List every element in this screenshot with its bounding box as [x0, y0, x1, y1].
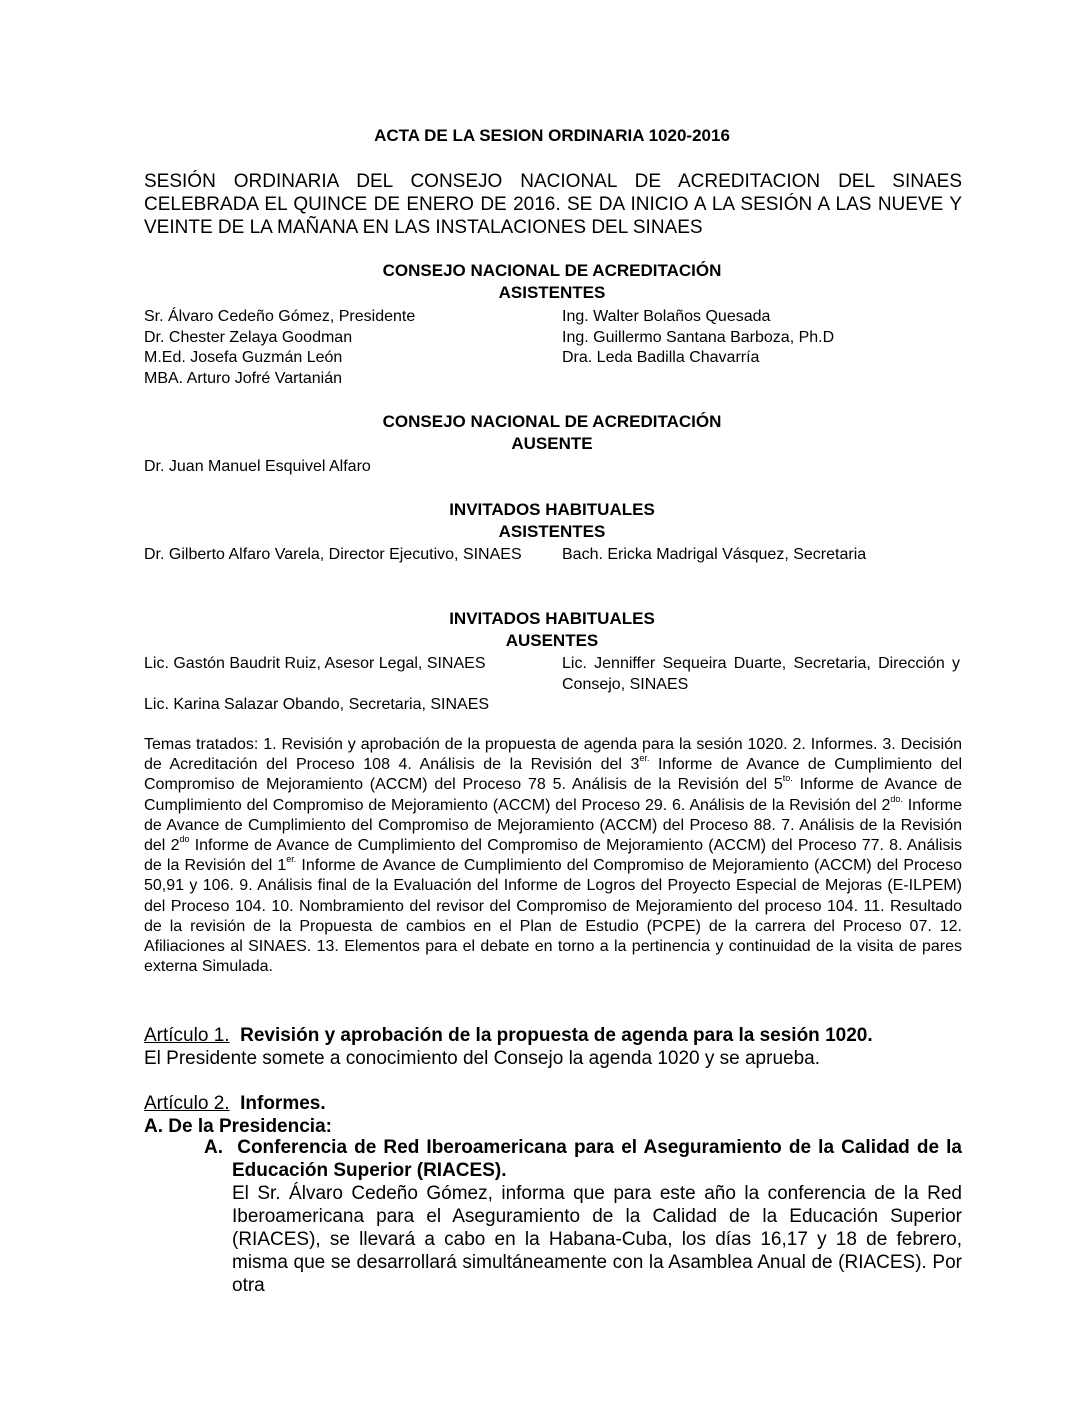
section-subheading: AUSENTE	[511, 434, 593, 453]
article-label: Artículo 2.	[144, 1093, 230, 1114]
consejo-ausente-heading	[144, 411, 960, 455]
articulo-2	[144, 1092, 962, 1138]
attendee: Sr. Álvaro Cedeño Gómez, Presidente	[144, 308, 416, 325]
invitados-asistentes-heading	[144, 499, 960, 543]
guest: Bach. Ericka Madrigal Vásquez, Secretaria	[562, 546, 867, 563]
section-subheading: AUSENTES	[505, 631, 599, 650]
section-heading: INVITADOS HABITUALES	[449, 609, 655, 628]
section-heading: CONSEJO NACIONAL DE ACREDITACIÓN	[382, 412, 722, 431]
section-a-heading: A. De la Presidencia:	[144, 1116, 332, 1137]
attendee: Dra. Leda Badilla Chavarría	[562, 349, 760, 366]
articulo-1	[144, 1024, 962, 1070]
attendee: Ing. Walter Bolaños Quesada	[562, 308, 771, 325]
article-title: Revisión y aprobación de la propuesta de agenda para la sesión 1020.	[240, 1025, 873, 1046]
item-body: El Sr. Álvaro Cedeño Gómez, informa que para este año la conferencia de la Red Iberoamericana para el Aseguramiento de la Calidad de la Educación Superior (RIACES), se llevará a cabo en la Habana-Cuba, los días 16,17 y 18 de febrero, misma que se desarrollará simultáneamente con la Asamblea Anual de (RIACES). Por otra	[232, 1183, 962, 1296]
item-title: Conferencia de Red Iberoamericana para el Aseguramiento de la Calidad de la Educación Superior (RIACES).	[232, 1137, 962, 1181]
attendee: M.Ed. Josefa Guzmán León	[144, 349, 343, 366]
attendee: MBA. Arturo Jofré Vartanián	[144, 369, 343, 387]
conference-item	[204, 1136, 962, 1297]
guest: Dr. Gilberto Alfaro Varela, Director Ejecutivo, SINAES	[144, 546, 522, 563]
article-body: El Presidente somete a conocimiento del Consejo la agenda 1020 y se aprueba.	[144, 1048, 820, 1069]
intro-paragraph: SESIÓN ORDINARIA DEL CONSEJO NACIONAL DE ACREDITACION DEL SINAES CELEBRADA EL QUINCE DE ENERO DE 2016. SE DA INICIO A LA SESIÓN A LAS NUEVE Y VEINTE DE LA MAÑANA EN LAS INSTALACIONES DEL SINAES	[144, 171, 962, 238]
absentee: Dr. Juan Manuel Esquivel Alfaro	[144, 458, 371, 475]
article-title: Informes.	[240, 1093, 326, 1114]
section-heading: CONSEJO NACIONAL DE ACREDITACIÓN	[382, 261, 722, 280]
article-label: Artículo 1.	[144, 1025, 230, 1046]
attendee: Ing. Guillermo Santana Barboza, Ph.D	[562, 328, 835, 346]
consejo-asistentes-heading	[144, 260, 960, 304]
guest: Lic. Karina Salazar Obando, Secretaria, SINAES	[144, 696, 490, 713]
attendee: Dr. Chester Zelaya Goodman	[144, 328, 353, 346]
guest: Lic. Jenniffer Sequeira Duarte, Secretaria, Dirección y Consejo, SINAES	[562, 655, 960, 693]
guest: Lic. Gastón Baudrit Ruiz, Asesor Legal, SINAES	[144, 655, 486, 672]
document-title: ACTA DE LA SESION ORDINARIA 1020-2016	[374, 126, 730, 145]
section-subheading: ASISTENTES	[498, 522, 606, 541]
topics-paragraph: Temas tratados: 1. Revisión y aprobación de la propuesta de agenda para la sesión 1020. 2. Informes. 3. Decisión de Acreditación del Proceso 108 4. Análisis de la Revisión del $3^{er.}$ Informe de Avance de Cumplimiento del Compromiso de Mejoramiento (ACCM) del Proceso 78 5. Análisis de la Revisión del $5^{to.}$ Informe de Avance de Cumplimiento del Compromiso de Mejoramiento (ACCM) del Proceso 29. 6. Análisis de la Revisión del $2^{do.}$ Informe de Avance de Cumplimiento del Compromiso de Mejoramiento (ACCM) del Proceso 88. 7. Análisis de la Revisión del $2^{do}$ Informe de Avance de Cumplimiento del Compromiso de Mejoramiento (ACCM) del Proceso 77. 8. Análisis de la Revisión del $1^{er.}$ Informe de Avance de Cumplimiento del Compromiso de Mejoramiento (ACCM) del Proceso 50,91 y 106. 9. Análisis final de la Evaluación del Informe de Logros del Proyecto Especial de Mejoras (E-ILPEM) del Proceso 104. 10. Nombramiento del revisor del Compromiso de Mejoramiento del proceso 104. 11. Resultado de la revisión de la Propuesta de cambios en el Plan de Estudio (PCPE) de la carrera del Proceso 07. 12. Afiliaciones al SINAES. 13. Elementos para el debate en torno a la pertinencia y continuidad de la visita de pares externa Simulada.	[144, 736, 963, 976]
section-heading: INVITADOS HABITUALES	[449, 500, 655, 519]
invitados-ausentes-heading	[144, 608, 960, 652]
item-label: A.	[204, 1137, 223, 1158]
section-subheading: ASISTENTES	[498, 283, 606, 302]
